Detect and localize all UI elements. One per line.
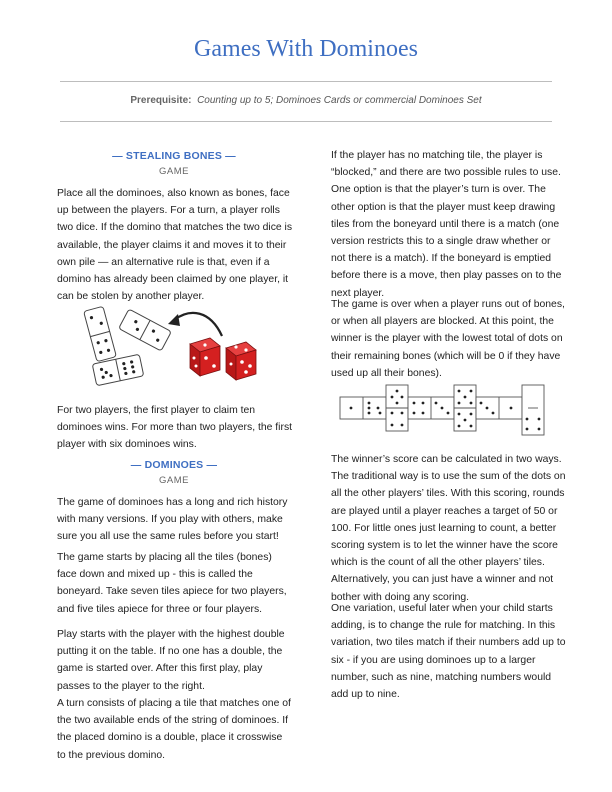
dominoes-paragraph-2: The game starts by placing all the tiles (bones) face down and mixed up - this is called the boneyard. Take seven tiles apiece for two players, and five tiles apiece for three or four players.: [57, 552, 287, 615]
domino-tile: [408, 397, 454, 419]
domino-tile: [340, 397, 386, 419]
stealing-bones-subtitle: GAME: [159, 166, 189, 177]
arrow-icon: [174, 313, 222, 336]
dominoes-paragraph-3: Play starts with the player with the highest double putting it on the table. If no one has a double, the game is started over. After this first play, play passes to the player to the right.: [57, 629, 285, 692]
right-paragraph-3: The winner’s score can be calculated in two ways. The traditional way is to use the sum of the dots on all the other players’ tiles. With this scoring, rounds are played until a player reaches a target of 50 or 100. For little ones just learning to count, a better scoring system is to let the winner have the score which is the count of all the other players’ tiles. Alternatively, you can just have a winner and not bother with doing any scoring.: [331, 454, 566, 603]
red-die: [226, 342, 256, 380]
red-die: [190, 338, 220, 376]
prerequisite-text: Counting up to 5; Dominoes Cards or commercial Dominoes Set: [197, 95, 482, 106]
domino-tile: [84, 306, 117, 361]
top-divider: [60, 81, 552, 82]
stealing-bones-paragraph-2: For two players, the first player to claim ten dominoes wins. For more than two players, the first player with six dominoes wins.: [57, 405, 293, 451]
right-paragraph-4: One variation, useful later when your child starts adding, is to change the rule for matching. In this variation, two tiles match if their numbers add up to six - if you are using dominoes up to a larger number, such as nine, matching numbers would add up to nine.: [331, 603, 566, 701]
prerequisite-line: [0, 95, 612, 106]
page-title: Games With Dominoes: [194, 36, 418, 62]
domino-tile: [522, 385, 544, 435]
prerequisite-label: Prerequisite:: [130, 95, 192, 106]
domino-tile: [454, 385, 476, 431]
dominoes-heading: — DOMINOES —: [130, 459, 218, 471]
dominoes-subtitle: GAME: [159, 475, 189, 486]
dominoes-paragraph-4: A turn consists of placing a tile that matches one of the two available ends of the string of dominoes. If the placed domino is a double, place it crosswise to the previous domino.: [57, 698, 291, 761]
right-paragraph-2: The game is over when a player runs out of bones, or when all players are blocked. At this point, the winner is the player with the lowest total of dots on their remaining bones (which will be 0 if they have used up all their bones).: [331, 299, 565, 379]
dominoes-and-red-dice-illustration: [80, 300, 280, 392]
domino-chain-illustration: [338, 383, 560, 439]
stealing-bones-paragraph-1: Place all the dominoes, also known as bones, face up between the players. For a turn, a player rolls two dice. If the domino that matches the two dice is available, the player claims it and moves it to their own pile — an alternative rule is that, even if a domino has already been claimed by one player, it can be stolen by another player.: [57, 188, 293, 303]
dominoes-paragraph-1: The game of dominoes has a long and rich history with many versions. If you play with others, make sure you all use the same rules before you start!: [57, 497, 288, 543]
bottom-divider: [60, 121, 552, 122]
right-paragraph-1: If the player has no matching tile, the player is “blocked,” and there are two possible rules to use. One option is that the player’s turn is over. The other option is that the player must keep drawing tiles from the boneyard until there is a match (one version restricts this to a single draw whether or not there is a match). If the boneyard is emptied before there is a move, then play passes on to the next player.: [331, 150, 562, 299]
stealing-bones-heading: — STEALING BONES —: [112, 150, 236, 162]
domino-tile: [386, 385, 408, 431]
domino-tile: [119, 309, 172, 351]
domino-tile: [476, 397, 522, 419]
